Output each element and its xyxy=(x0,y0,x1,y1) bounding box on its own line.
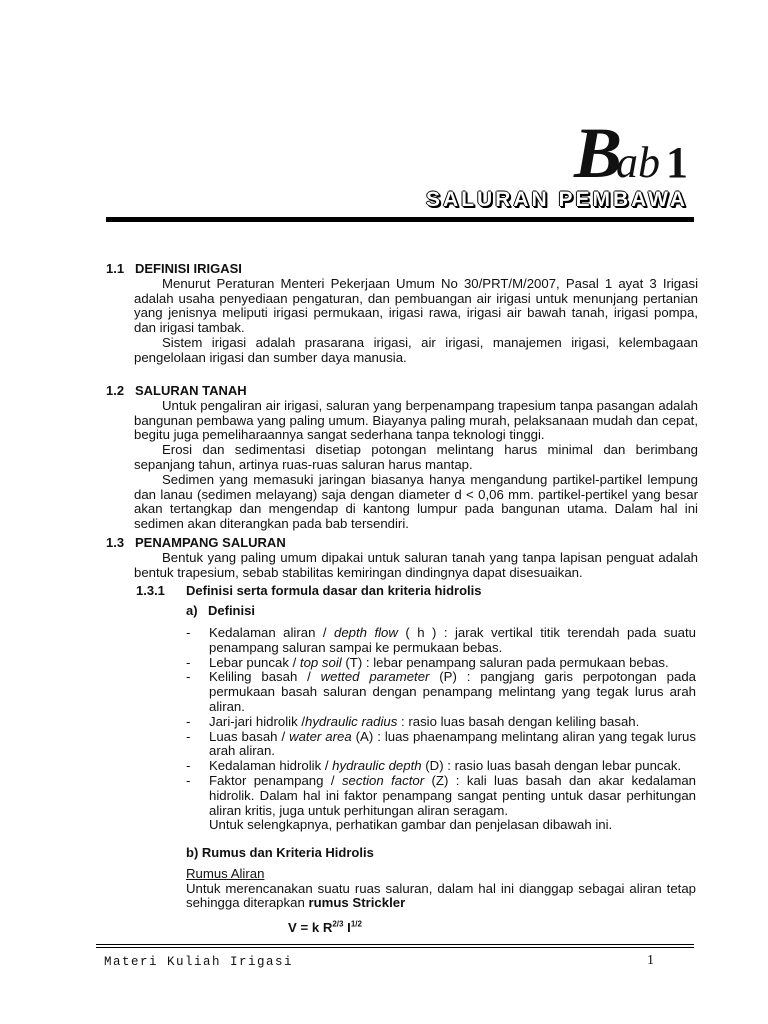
definition-item-term: depth flow xyxy=(334,625,398,640)
section-heading xyxy=(106,536,698,551)
definition-heading xyxy=(186,604,696,619)
definition-item xyxy=(186,670,696,714)
strickler-formula xyxy=(288,920,362,935)
paragraph: Sedimen yang memasuki jaringan biasanya hanya mengandung partikel-partikel lempung dan lanau (sedimen melayang) saja dengan diameter d < 0,06 mm. partikel-pertikel yang besar akan tertangkap dan mengendap di kantong lumpur pada bangunan utama. Dalam hal ini sedimen akan diterangkan pada bab tersendiri. xyxy=(134,471,698,532)
footer-divider xyxy=(96,944,694,945)
definition-item-label: Keliling basah / xyxy=(209,669,321,685)
section-number: 1.3 xyxy=(106,535,125,550)
definition-item xyxy=(186,730,696,760)
section-1-3 xyxy=(106,536,698,580)
definition-item xyxy=(186,759,696,774)
definition-item xyxy=(186,774,696,818)
section-number: 1.1 xyxy=(106,261,125,276)
definition-item-text: (T) : lebar penampang saluran pada permukaan bebas. xyxy=(341,654,669,670)
definition-item-term: top soil xyxy=(299,654,342,670)
chapter-heading xyxy=(0,112,688,195)
section-title: SALURAN TANAH xyxy=(135,383,247,398)
rumus-aliran-heading: Rumus Aliran xyxy=(186,865,265,881)
definition-item-text: (P) : pangjang garis perpotongan pada permukaan basah saluran dengan penampang melintang yang tegak lurus arah aliran. xyxy=(209,669,697,714)
subsection-heading xyxy=(136,584,696,599)
definition-item-label: Kedalaman hidrolik / xyxy=(209,758,333,774)
chapter-number: 1 xyxy=(666,138,688,187)
rumus-strickler: rumus Strickler xyxy=(308,895,406,911)
paragraph: Erosi dan sedimentasi disetiap potongan melintang harus minimal dan berimbang sepanjang tahun, artinya ruas-ruas saluran harus mantap. xyxy=(134,442,698,472)
rumus-block xyxy=(186,846,696,911)
chapter-divider xyxy=(106,217,694,222)
chapter-title: SALURAN PEMBAWA xyxy=(425,188,688,211)
definition-item xyxy=(186,626,696,656)
paragraph: Untuk pengaliran air irigasi, saluran yang berpenampang trapesium tanpa pasangan adalah bangunan pembawa yang paling umum. Biayanya paling murah, pelaksanaan mudah dan cepat, begitu juga pemeliharaannya sangat sederhana tanpa teknologi tinggi. xyxy=(134,397,698,443)
section-1-1 xyxy=(106,262,698,366)
definition-item-text: (A) : luas phaenampang melintang aliran yang tegak lurus arah aliran. xyxy=(209,728,696,759)
definition-item-term: section factor xyxy=(341,772,425,788)
definition-item-text: ( h ) : jarak vertikal titik terendah pada suatu penampang saluran sampai ke permukaan bebas. xyxy=(209,625,696,655)
subsection-title: Definisi serta formula dasar dan kriteria hidrolis xyxy=(186,583,482,598)
section-heading xyxy=(106,262,698,277)
rumus-heading: b) Rumus dan Kriteria Hidrolis xyxy=(186,845,374,860)
rumus-text: Untuk merencanakan suatu ruas saluran, dalam hal ini dianggap sebagai aliran tetap sehingga diterapkan xyxy=(186,880,696,911)
paragraph: Bentuk yang paling umum dipakai untuk saluran tanah yang tanpa lapisan penguat adalah bentuk trapesium, sebab stabilitas kemiringan dindingnya dapat disesuaikan. xyxy=(134,549,698,580)
chapter-bab-initial: B xyxy=(573,113,616,193)
definition-item-text: : rasio luas basah dengan keliling basah. xyxy=(397,713,640,729)
definition-item-label: Jari-jari hidrolik / xyxy=(209,713,305,729)
subsection-number: 1.3.1 xyxy=(136,583,165,598)
definition-item-text: (D) : rasio luas basah dengan lebar puncak. xyxy=(421,758,682,774)
definition-items xyxy=(186,626,696,818)
definition-item-label: Luas basah / xyxy=(209,728,290,744)
section-1-2 xyxy=(106,384,698,532)
formula-main: V = k R xyxy=(288,920,333,935)
paragraph: Menurut Peraturan Menteri Pekerjaan Umum No 30/PRT/M/2007, Pasal 1 ayat 3 Irigasi adalah usaha penyediaan pengaturan, dan pembuangan air irigasi untuk menunjang pertanian yang jenisnya meliputi irigasi permukaan, irigasi rawa, irigasi air bawah tanah, irigasi pompa, dan irigasi tambak. xyxy=(134,275,698,336)
definition-item-label: Lebar puncak / xyxy=(209,654,300,670)
definition-item xyxy=(186,656,696,671)
section-title: DEFINISI IRIGASI xyxy=(135,261,242,276)
rumus-paragraph xyxy=(186,882,696,912)
definition-list xyxy=(186,626,696,833)
after-list-note: Untuk selengkapnya, perhatikan gambar dan penjelasan dibawah ini. xyxy=(209,817,613,833)
paragraph: Sistem irigasi adalah prasarana irigasi, air irigasi, manajemen irigasi, kelembagaan pengelolaan irigasi dan sumber daya manusia. xyxy=(134,334,698,365)
definition-item-term: hydraulic radius xyxy=(305,713,398,729)
formula-exponent-r: 2/3 xyxy=(332,919,344,929)
section-title: PENAMPANG SALURAN xyxy=(135,535,286,550)
section-number: 1.2 xyxy=(106,383,125,398)
definition-item-label: Kedalaman aliran / xyxy=(209,625,334,640)
definition-item-label: Faktor penampang / xyxy=(209,772,342,788)
definition-label: a) xyxy=(186,603,198,618)
definition-item-term: water area xyxy=(289,728,352,744)
definition-block xyxy=(186,604,696,619)
definition-item-term: wetted parameter xyxy=(320,669,430,685)
section-heading xyxy=(106,384,698,399)
definition-item xyxy=(186,715,696,730)
formula-exponent-i: 1/2 xyxy=(350,919,362,929)
footer-course-title: Materi Kuliah Irigasi xyxy=(104,955,294,969)
definition-item-text: (Z) : kali luas basah dan akar kedalaman hidrolik. Dalam hal ini faktor penampang sangat penting untuk dasar perhitungan aliran kritis, juga untuk perhitungan aliran seragam. xyxy=(209,772,696,818)
page-number: 1 xyxy=(647,953,654,968)
definition-title: Definisi xyxy=(208,603,255,618)
chapter-bab-rest: ab xyxy=(616,138,660,187)
definition-item-term: hydraulic depth xyxy=(332,758,422,774)
formula-slope: I xyxy=(343,920,351,935)
subsection-1-3-1 xyxy=(136,584,696,599)
